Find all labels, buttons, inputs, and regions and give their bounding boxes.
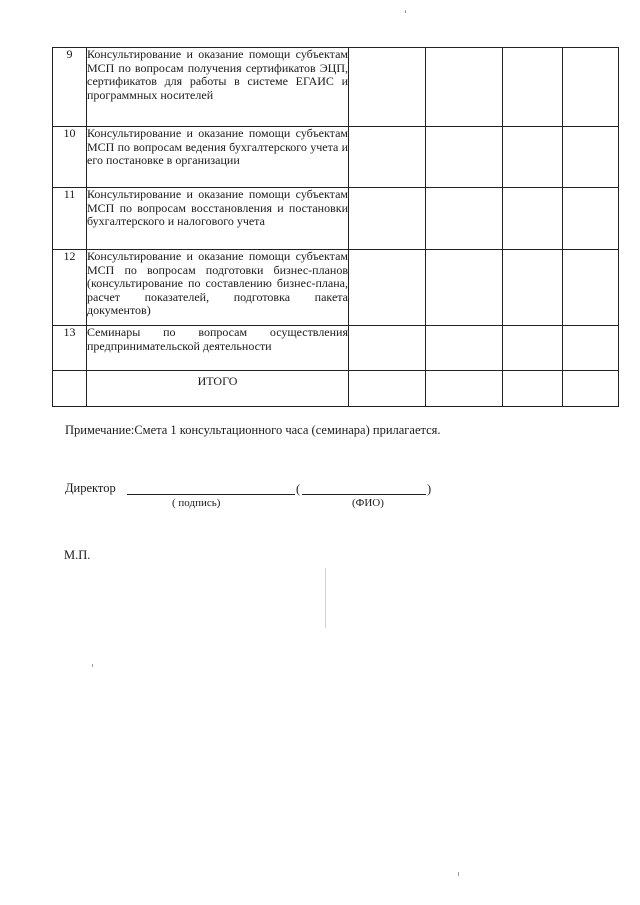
- table-cell: [349, 326, 426, 371]
- table-row: [53, 127, 619, 188]
- table-cell: [563, 188, 619, 250]
- table-cell: [426, 326, 503, 371]
- director-label: Директор: [65, 481, 116, 495]
- table-cell: [503, 127, 563, 188]
- table-cell: [426, 188, 503, 250]
- scan-artifact: [405, 10, 406, 13]
- open-paren: (: [296, 482, 301, 496]
- table-cell: [563, 326, 619, 371]
- row-number: 10: [53, 127, 87, 188]
- table-cell: [426, 127, 503, 188]
- table-cell: [503, 48, 563, 127]
- table-cell: [349, 48, 426, 127]
- name-caption: (ФИО): [352, 497, 384, 509]
- table-cell: [563, 127, 619, 188]
- table-cell: [503, 250, 563, 326]
- total-row: [53, 371, 619, 407]
- service-description: Семинары по вопросам осуществления предпринимательской деятельности: [87, 326, 349, 371]
- table-cell: [563, 250, 619, 326]
- service-description: Консультирование и оказание помощи субъектам МСП по вопросам подготовки бизнес-планов (консультирование по составлению бизнес-плана, расчет показателей, подготовка пакета документов): [87, 250, 349, 326]
- table-cell: [426, 48, 503, 127]
- row-number: 12: [53, 250, 87, 326]
- scan-artifact: [458, 872, 459, 876]
- name-line: [302, 494, 426, 495]
- stamp-placeholder: М.П.: [64, 548, 91, 562]
- signature-line: [127, 494, 295, 495]
- service-description: Консультирование и оказание помощи субъектам МСП по вопросам получения сертификатов ЭЦП, сертификатов для работы в системе ЕГАИС и программных носителей: [87, 48, 349, 127]
- scan-artifact: [325, 568, 326, 628]
- table-cell: [349, 250, 426, 326]
- table-cell: [349, 127, 426, 188]
- service-description: Консультирование и оказание помощи субъектам МСП по вопросам ведения бухгалтерского учета и его постановке в организации: [87, 127, 349, 188]
- row-number: 11: [53, 188, 87, 250]
- table-cell: [426, 371, 503, 407]
- table-cell: [563, 48, 619, 127]
- services-table: [52, 47, 619, 407]
- note-text: Примечание:Смета 1 консультационного часа (семинара) прилагается.: [65, 423, 441, 437]
- table-cell: [53, 371, 87, 407]
- total-label: ИТОГО: [87, 371, 349, 407]
- table-row: [53, 48, 619, 127]
- table-cell: [426, 250, 503, 326]
- table-cell: [503, 326, 563, 371]
- service-description: Консультирование и оказание помощи субъектам МСП по вопросам восстановления и постановки бухгалтерского и налогового учета: [87, 188, 349, 250]
- table-cell: [563, 371, 619, 407]
- table-cell: [349, 188, 426, 250]
- row-number: 9: [53, 48, 87, 127]
- table-row: [53, 250, 619, 326]
- row-number: 13: [53, 326, 87, 371]
- close-paren: ): [427, 482, 432, 496]
- table-cell: [503, 188, 563, 250]
- table-cell: [349, 371, 426, 407]
- scan-artifact: [92, 664, 93, 667]
- table-row: [53, 326, 619, 371]
- signature-caption: ( подпись): [172, 497, 221, 509]
- table-row: [53, 188, 619, 250]
- table-cell: [503, 371, 563, 407]
